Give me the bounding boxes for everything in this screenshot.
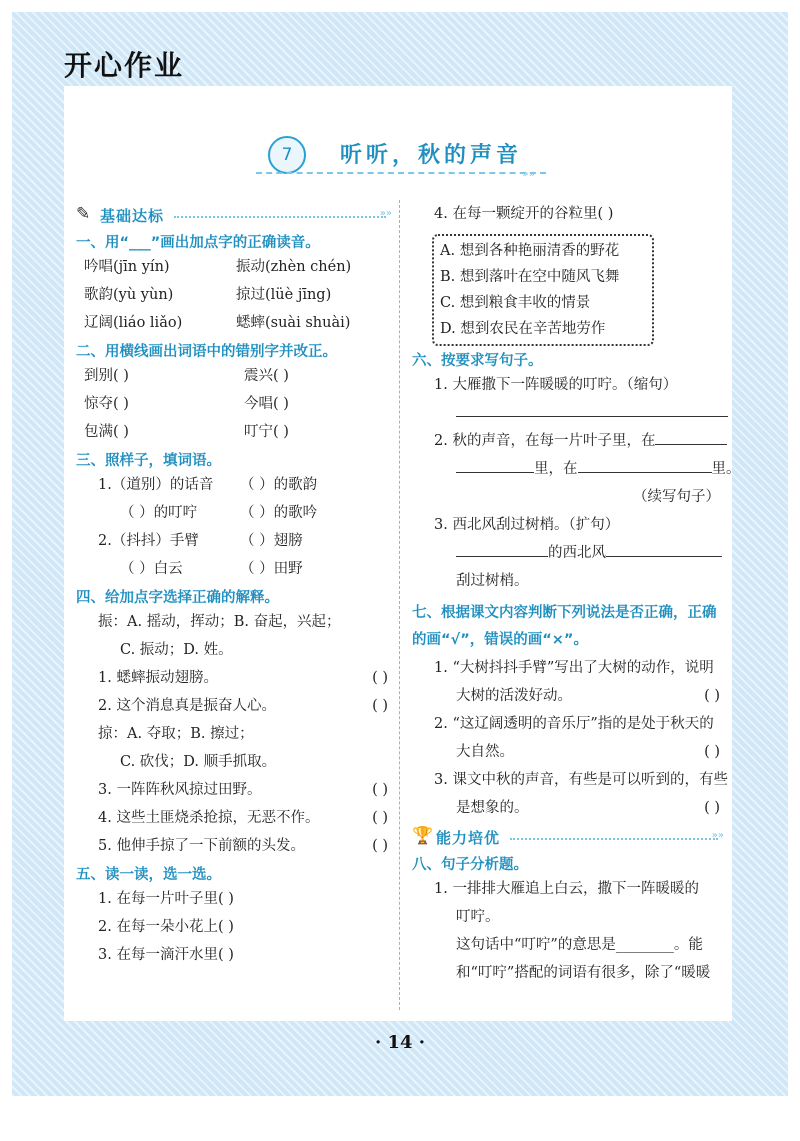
answer-line	[456, 542, 548, 557]
s2-item: 今唱( )	[244, 396, 289, 412]
column-divider	[399, 200, 400, 1010]
s2-item: 到别( )	[84, 368, 129, 384]
banner-arrow-icon: »»	[379, 208, 392, 219]
s1-row-2	[76, 281, 392, 309]
s5-question-4: 4. 在每一颗绽开的谷粒里( )	[434, 206, 614, 222]
title-arrow-icon: »»	[522, 167, 536, 180]
s1-row-3	[76, 309, 392, 337]
s6-question-3-line: 的西北风	[412, 539, 724, 567]
s5-option-a: A. 想到各种艳丽清香的野花	[440, 243, 620, 259]
s7-question-1-cont: 大树的活泼好动。 ( )	[412, 682, 724, 710]
section-1-heading: 一、用“___”画出加点字的正确读音。	[76, 235, 320, 251]
s3-item: （ ）的歌吟	[240, 505, 318, 521]
s7-question-3: 3. 课文中秋的声音，有些是可以听到的，有些	[434, 772, 728, 788]
lesson-title: 听听，秋的声音	[340, 143, 523, 168]
section-2-heading: 二、用横线画出词语中的错别字并改正。	[76, 344, 337, 360]
answer-paren: ( )	[372, 810, 388, 826]
s7-question-1: 1. “大树抖抖手臂”写出了大树的动作，说明	[434, 660, 714, 676]
s1-item: 掠过(lüè jīng)	[236, 287, 332, 303]
s1-row-1	[76, 253, 392, 281]
s2-item: 叮宁( )	[244, 424, 289, 440]
s7-question-2: 2. “这辽阔透明的音乐厅”指的是处于秋天的	[434, 716, 714, 732]
s1-item: 蟋蟀(suài shuài)	[236, 315, 351, 331]
s3-item: （ ）的歌韵	[240, 477, 318, 493]
s5-option-c: C. 想到粮食丰收的情景	[440, 295, 591, 311]
answer-paren: ( )	[704, 800, 720, 816]
s4-question-2: 2. 这个消息真是振奋人心。 ( )	[76, 692, 392, 720]
s8-question-1: 1. 一排排大雁追上白云，撒下一阵暖暖的	[434, 881, 699, 897]
s6-question-2-cont: 里，在 里。	[412, 455, 724, 483]
s6-question-3-end: 刮过树梢。	[456, 573, 529, 589]
section-4-heading: 四、给加点字选择正确的解释。	[76, 590, 279, 606]
s5-question-2: 2. 在每一朵小花上( )	[98, 919, 234, 935]
s5-option-b: B. 想到落叶在空中随风飞舞	[440, 269, 620, 285]
right-column	[412, 200, 741, 987]
s4-zhen-definitions: 振：A. 摇动，挥动；B. 奋起，兴起；	[98, 614, 341, 630]
banner-basic-label: 基础达标	[100, 207, 165, 225]
section-3-heading: 三、照样子，填词语。	[76, 453, 221, 469]
s4-lue-definitions-2: C. 砍伐；D. 顺手抓取。	[120, 754, 277, 770]
s3-item: 1.（道别）的话音	[98, 477, 214, 493]
lesson-number-badge: 7	[268, 136, 306, 174]
answer-line	[456, 402, 728, 417]
s2-row-2	[76, 390, 392, 418]
s2-item: 惊夺( )	[84, 396, 129, 412]
page-number: · 14 ·	[374, 1032, 426, 1053]
s6-answer-line-1	[412, 399, 724, 427]
s8-question-1-cont: 叮咛。	[456, 909, 500, 925]
s2-row-1	[76, 362, 392, 390]
banner-arrow-icon: »»	[711, 830, 724, 841]
s3-item: 2.（抖抖）手臂	[98, 533, 199, 549]
answer-paren: ( )	[372, 670, 388, 686]
section-8-heading: 八、句子分析题。	[412, 857, 528, 873]
s3-row-4	[76, 555, 392, 583]
s4-question-5: 5. 他伸手掠了一下前额的头发。 ( )	[76, 832, 392, 860]
banner-dotted-line	[510, 838, 718, 840]
banner-ability-label: 能力培优	[436, 829, 501, 847]
s6-question-2-note: （续写句子）	[633, 489, 720, 505]
answer-paren: ( )	[704, 744, 720, 760]
s4-zhen-definitions-2: C. 振动；D. 姓。	[120, 642, 233, 658]
s4-lue-definitions: 掠：A. 夺取；B. 擦过；	[98, 726, 254, 742]
s3-row-3	[76, 527, 392, 555]
s8-question-1-prompt-2: 和“叮咛”搭配的词语有很多，除了“暖暖	[456, 965, 711, 981]
s3-item: （ ）白云	[120, 561, 183, 577]
s6-question-1: 1. 大雁撒下一阵暖暖的叮咛。（缩句）	[434, 377, 678, 393]
banner-ability	[412, 824, 724, 850]
answer-paren: ( )	[372, 782, 388, 798]
s2-row-3	[76, 418, 392, 446]
title-underline	[256, 172, 546, 174]
left-column	[76, 200, 392, 969]
s7-question-2-cont: 大自然。 ( )	[412, 738, 724, 766]
trophy-icon: 🏆	[412, 826, 434, 846]
answer-line	[456, 458, 534, 473]
s5-options-box	[432, 234, 654, 346]
s5-question-1: 1. 在每一片叶子里( )	[98, 891, 234, 907]
answer-line	[655, 430, 727, 445]
s3-row-1	[76, 471, 392, 499]
s1-item: 振动(zhèn chén)	[236, 259, 352, 275]
answer-line	[578, 458, 712, 473]
s4-question-4: 4. 这些土匪烧杀抢掠，无恶不作。 ( )	[76, 804, 392, 832]
s2-item: 震兴( )	[244, 368, 289, 384]
s4-question-3: 3. 一阵阵秋风掠过田野。 ( )	[76, 776, 392, 804]
answer-paren: ( )	[372, 838, 388, 854]
s1-item: 吟唱(jīn yín)	[84, 259, 170, 275]
s3-item: （ ）田野	[240, 561, 303, 577]
s6-question-3: 3. 西北风刮过树梢。（扩句）	[434, 517, 620, 533]
s1-item: 歌韵(yù yùn)	[84, 287, 174, 303]
answer-paren: ( )	[704, 688, 720, 704]
banner-basic	[76, 202, 392, 228]
brand-title: 开心作业	[64, 49, 185, 82]
s1-item: 辽阔(liáo liǎo)	[84, 315, 183, 331]
s5-option-d: D. 想到农民在辛苦地劳作	[440, 321, 606, 337]
section-7-heading: 七、根据课文内容判断下列说法是否正确，正确的画“√”，错误的画“×”。	[412, 605, 717, 648]
s7-question-3-cont: 是想象的。 ( )	[412, 794, 724, 822]
s5-question-3: 3. 在每一滴汗水里( )	[98, 947, 234, 963]
section-5-heading: 五、读一读，选一选。	[76, 867, 221, 883]
s8-question-1-prompt: 这句话中“叮咛”的意思是________。能	[456, 937, 703, 953]
s6-question-2: 2. 秋的声音，在每一片叶子里，在	[412, 427, 724, 455]
s2-item: 包满( )	[84, 424, 129, 440]
s3-item: （ ）翅膀	[240, 533, 303, 549]
banner-dotted-line	[174, 216, 386, 218]
s4-question-1: 1. 蟋蟀振动翅膀。 ( )	[76, 664, 392, 692]
section-6-heading: 六、按要求写句子。	[412, 353, 543, 369]
s3-item: （ ）的叮咛	[120, 505, 198, 521]
answer-line	[606, 542, 722, 557]
answer-paren: ( )	[372, 698, 388, 714]
pencil-icon: ✎	[76, 204, 91, 224]
lesson-header	[268, 136, 528, 176]
s3-row-2	[76, 499, 392, 527]
